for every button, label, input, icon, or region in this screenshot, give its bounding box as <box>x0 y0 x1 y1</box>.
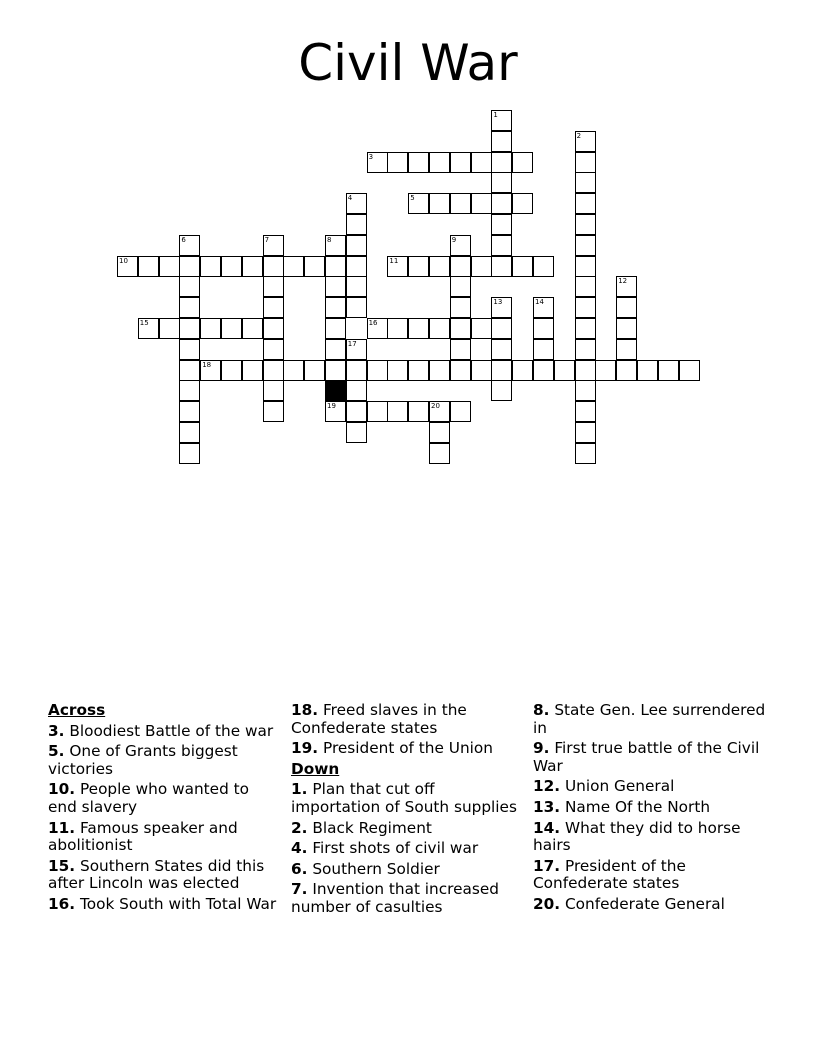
grid-cell[interactable] <box>512 193 533 214</box>
grid-cell[interactable] <box>491 380 512 401</box>
clue-item <box>291 861 523 879</box>
clue-item <box>291 881 523 916</box>
grid-cell[interactable] <box>304 360 325 381</box>
grid-cell[interactable] <box>471 360 492 381</box>
grid-cell[interactable] <box>346 380 367 401</box>
clue-item-text: Black Regiment <box>312 818 432 837</box>
clue-item-text: President of the Union <box>322 739 493 758</box>
grid-cell[interactable] <box>117 256 138 277</box>
grid-cell[interactable] <box>283 360 304 381</box>
clue-number: 19 <box>327 402 336 411</box>
clue-item-text: One of Grants biggest victories <box>48 742 238 778</box>
grid-cell[interactable] <box>263 380 284 401</box>
grid-cell[interactable] <box>346 235 367 256</box>
clue-number: 17 <box>347 339 357 348</box>
clue-item <box>291 840 523 858</box>
clue-item <box>48 781 280 816</box>
clue-item-number: 19. <box>291 739 319 758</box>
grid-cell[interactable] <box>491 360 512 381</box>
grid-cell[interactable] <box>658 360 679 381</box>
grid-cell[interactable] <box>200 360 221 381</box>
grid-cell[interactable] <box>450 339 471 360</box>
grid-cell[interactable] <box>533 318 554 339</box>
clue-item-text: State Gen. Lee surrendered in <box>533 701 766 737</box>
grid-cell[interactable] <box>367 401 388 422</box>
grid-cell[interactable] <box>429 256 450 277</box>
grid-cell[interactable] <box>429 193 450 214</box>
grid-cell[interactable] <box>179 443 200 464</box>
black-square <box>325 380 346 401</box>
grid-cell[interactable] <box>346 256 367 277</box>
clue-number: 4 <box>347 194 353 203</box>
grid-cell[interactable] <box>346 193 367 214</box>
grid-cell[interactable] <box>325 360 346 381</box>
grid-cell[interactable] <box>263 235 284 256</box>
grid-cell[interactable] <box>179 422 200 443</box>
grid-cell[interactable] <box>575 443 596 464</box>
clue-item-number: 4. <box>291 839 308 858</box>
grid-cell[interactable] <box>387 318 408 339</box>
grid-cell[interactable] <box>491 297 512 318</box>
grid-cell[interactable] <box>325 318 346 339</box>
clue-item <box>291 740 523 758</box>
grid-cell[interactable] <box>429 443 450 464</box>
grid-cell[interactable] <box>637 360 658 381</box>
grid-cell[interactable] <box>325 297 346 318</box>
grid-cell[interactable] <box>346 339 367 360</box>
clue-item-number: 2. <box>291 818 308 837</box>
grid-cell[interactable] <box>408 256 429 277</box>
grid-cell[interactable] <box>616 318 637 339</box>
grid-cell[interactable] <box>200 256 221 277</box>
grid-cell[interactable] <box>450 276 471 297</box>
clue-number: 2 <box>576 131 582 140</box>
grid-cell[interactable] <box>429 360 450 381</box>
clue-item <box>48 896 280 914</box>
grid-cell[interactable] <box>450 360 471 381</box>
clue-item <box>48 723 280 741</box>
grid-cell[interactable] <box>179 380 200 401</box>
grid-cell[interactable] <box>346 297 367 318</box>
grid-cell[interactable] <box>450 318 471 339</box>
grid-cell[interactable] <box>512 152 533 173</box>
grid-cell[interactable] <box>263 318 284 339</box>
clue-item <box>48 743 280 778</box>
grid-cell[interactable] <box>179 276 200 297</box>
grid-cell[interactable] <box>387 401 408 422</box>
grid-cell[interactable] <box>575 339 596 360</box>
clue-number: 1 <box>493 111 498 119</box>
grid-cell[interactable] <box>263 339 284 360</box>
clue-item-text: Southern States did this after Lincoln was elected <box>48 856 265 893</box>
clue-heading-across: Across <box>48 701 106 719</box>
clue-item-text: What they did to horse hairs <box>533 818 741 855</box>
clue-item <box>48 820 280 855</box>
clue-heading-down: Down <box>291 759 340 778</box>
grid-cell[interactable] <box>429 401 450 422</box>
grid-cell[interactable] <box>367 318 388 339</box>
grid-cell[interactable] <box>575 172 596 193</box>
clue-item-number: 3. <box>48 721 65 740</box>
grid-cell[interactable] <box>325 256 346 277</box>
grid-cell[interactable] <box>491 318 512 339</box>
clue-item-text: First shots of civil war <box>312 839 479 858</box>
clue-item-text: Confederate General <box>564 894 725 913</box>
grid-cell[interactable] <box>491 131 512 152</box>
clue-number: 15 <box>139 319 149 327</box>
grid-cell[interactable] <box>575 152 596 173</box>
clue-item-number: 18. <box>291 701 319 719</box>
grid-cell[interactable] <box>325 401 346 422</box>
grid-cell[interactable] <box>450 193 471 214</box>
clue-item <box>291 820 523 838</box>
grid-cell[interactable] <box>346 214 367 235</box>
clue-item-number: 15. <box>48 856 76 875</box>
grid-cell[interactable] <box>408 193 429 214</box>
grid-cell[interactable] <box>263 360 284 381</box>
grid-cell[interactable] <box>575 193 596 214</box>
clue-item-text: Took South with Total War <box>79 894 277 913</box>
grid-cell[interactable] <box>575 297 596 318</box>
clue-item <box>533 778 773 796</box>
clue-item-number: 20. <box>533 894 561 913</box>
clue-number: 9 <box>451 235 457 244</box>
grid-cell[interactable] <box>263 297 284 318</box>
grid-cell[interactable] <box>159 256 180 277</box>
clue-number: 3 <box>368 152 374 161</box>
clue-item <box>533 799 773 817</box>
grid-cell[interactable] <box>471 256 492 277</box>
grid-cell[interactable] <box>138 256 159 277</box>
grid-cell[interactable] <box>263 276 284 297</box>
grid-cell[interactable] <box>533 339 554 360</box>
grid-cell[interactable] <box>616 276 637 297</box>
clue-item <box>533 858 773 893</box>
grid-cell[interactable] <box>221 318 242 339</box>
clue-item-number: 16. <box>48 894 76 913</box>
grid-cell[interactable] <box>179 256 200 277</box>
grid-cell[interactable] <box>616 339 637 360</box>
grid-cell[interactable] <box>533 256 554 277</box>
clue-item <box>533 740 773 775</box>
clue-item-number: 9. <box>533 739 550 758</box>
grid-cell[interactable] <box>450 235 471 256</box>
grid-cell[interactable] <box>679 360 700 381</box>
grid-cell[interactable] <box>387 256 408 277</box>
grid-cell[interactable] <box>325 235 346 256</box>
grid-cell[interactable] <box>367 152 388 173</box>
grid-cell[interactable] <box>346 276 367 297</box>
grid-cell[interactable] <box>471 152 492 173</box>
clue-item-number: 6. <box>291 859 308 878</box>
grid-cell[interactable] <box>346 360 367 381</box>
clue-item <box>291 702 523 737</box>
clue-number: 5 <box>410 194 415 203</box>
grid-cell[interactable] <box>179 297 200 318</box>
grid-cell[interactable] <box>450 256 471 277</box>
grid-cell[interactable] <box>283 256 304 277</box>
clue-number: 6 <box>181 235 186 244</box>
clue-column-2 <box>291 702 523 920</box>
clue-number: 10 <box>119 256 128 265</box>
clue-column-1 <box>48 702 280 917</box>
grid-cell[interactable] <box>263 401 284 422</box>
grid-cell[interactable] <box>533 360 554 381</box>
grid-cell[interactable] <box>387 152 408 173</box>
grid-cell[interactable] <box>491 339 512 360</box>
grid-cell[interactable] <box>471 193 492 214</box>
clue-number: 11 <box>389 256 399 265</box>
grid-cell[interactable] <box>616 297 637 318</box>
grid-cell[interactable] <box>408 360 429 381</box>
clue-item-number: 5. <box>48 742 65 761</box>
grid-cell[interactable] <box>595 360 616 381</box>
clue-number: 8 <box>327 235 332 244</box>
grid-cell[interactable] <box>221 360 242 381</box>
grid-cell[interactable] <box>491 256 512 277</box>
clue-item-number: 13. <box>533 797 561 816</box>
grid-cell[interactable] <box>408 318 429 339</box>
clue-item <box>533 702 773 737</box>
grid-cell[interactable] <box>367 360 388 381</box>
grid-cell[interactable] <box>554 360 575 381</box>
grid-cell[interactable] <box>533 297 554 318</box>
puzzle-title: Civil War <box>298 34 518 92</box>
grid-cell[interactable] <box>575 235 596 256</box>
grid-cell[interactable] <box>179 318 200 339</box>
grid-cell[interactable] <box>429 152 450 173</box>
clue-item <box>533 896 773 914</box>
grid-cell[interactable] <box>304 256 325 277</box>
clue-number: 20 <box>431 402 440 411</box>
grid-cell[interactable] <box>491 110 512 131</box>
grid-cell[interactable] <box>429 422 450 443</box>
clue-number: 18 <box>202 360 212 369</box>
grid-cell[interactable] <box>325 339 346 360</box>
grid-cell[interactable] <box>159 318 180 339</box>
clue-number: 12 <box>618 277 628 286</box>
clue-number: 7 <box>264 235 270 244</box>
clue-item-text: President of the Confederate states <box>533 856 686 893</box>
grid-cell[interactable] <box>575 256 596 277</box>
clue-item-text: People who wanted to end slavery <box>48 780 250 816</box>
grid-cell[interactable] <box>575 276 596 297</box>
clue-item <box>48 858 280 893</box>
grid-cell[interactable] <box>346 422 367 443</box>
clue-item-text: First true battle of the Civil War <box>533 739 760 775</box>
grid-cell[interactable] <box>429 318 450 339</box>
grid-cell[interactable] <box>491 235 512 256</box>
grid-cell[interactable] <box>221 256 242 277</box>
clue-item <box>291 781 523 816</box>
grid-cell[interactable] <box>179 339 200 360</box>
grid-cell[interactable] <box>575 401 596 422</box>
grid-cell[interactable] <box>263 256 284 277</box>
grid-cell[interactable] <box>387 360 408 381</box>
clue-number: 13 <box>493 298 503 307</box>
clue-item-number: 11. <box>48 818 76 837</box>
clue-item-text: Southern Soldier <box>312 859 440 878</box>
grid-cell[interactable] <box>616 360 637 381</box>
grid-cell[interactable] <box>491 193 512 214</box>
grid-cell[interactable] <box>575 360 596 381</box>
grid-cell[interactable] <box>200 318 221 339</box>
grid-cell[interactable] <box>512 360 533 381</box>
clue-number: 16 <box>368 319 378 327</box>
grid-cell[interactable] <box>450 297 471 318</box>
grid-cell[interactable] <box>575 214 596 235</box>
clue-item-text: Union General <box>564 777 675 796</box>
grid-cell[interactable] <box>408 152 429 173</box>
clue-column-3 <box>533 702 773 917</box>
grid-cell[interactable] <box>179 360 200 381</box>
clue-item-text: Name Of the North <box>564 797 711 816</box>
grid-cell[interactable] <box>242 360 263 381</box>
clue-item-text: Freed slaves in the Confederate states <box>291 701 467 737</box>
grid-cell[interactable] <box>179 235 200 256</box>
grid-cell[interactable] <box>575 380 596 401</box>
grid-cell[interactable] <box>575 422 596 443</box>
grid-cell[interactable] <box>242 318 263 339</box>
grid-cell[interactable] <box>408 401 429 422</box>
clue-item-number: 7. <box>291 880 308 899</box>
grid-cell[interactable] <box>491 152 512 173</box>
clue-item-text: Invention that increased number of casulties <box>291 880 499 916</box>
clue-item-number: 12. <box>533 777 561 796</box>
clue-number: 14 <box>535 298 544 307</box>
grid-cell[interactable] <box>575 131 596 152</box>
clue-item-number: 8. <box>533 701 550 719</box>
grid-cell[interactable] <box>450 401 471 422</box>
clue-item <box>533 820 773 855</box>
grid-cell[interactable] <box>491 172 512 193</box>
clue-item-text: Bloodiest Battle of the war <box>69 721 274 740</box>
grid-cell[interactable] <box>471 318 492 339</box>
grid-cell[interactable] <box>138 318 159 339</box>
clue-item-number: 14. <box>533 818 561 837</box>
grid-cell[interactable] <box>512 256 533 277</box>
grid-cell[interactable] <box>179 401 200 422</box>
crossword-grid <box>0 0 816 500</box>
clue-item-text: Plan that cut off importation of South supplies <box>291 780 517 816</box>
grid-cell[interactable] <box>575 318 596 339</box>
clue-item-number: 17. <box>533 856 561 875</box>
grid-cell[interactable] <box>242 256 263 277</box>
clue-item-number: 10. <box>48 780 76 799</box>
grid-cell[interactable] <box>325 276 346 297</box>
grid-cell[interactable] <box>450 152 471 173</box>
clue-item-text: Famous speaker and abolitionist <box>48 818 238 855</box>
grid-cell[interactable] <box>346 401 367 422</box>
clue-item-number: 1. <box>291 780 308 799</box>
grid-cell[interactable] <box>491 214 512 235</box>
